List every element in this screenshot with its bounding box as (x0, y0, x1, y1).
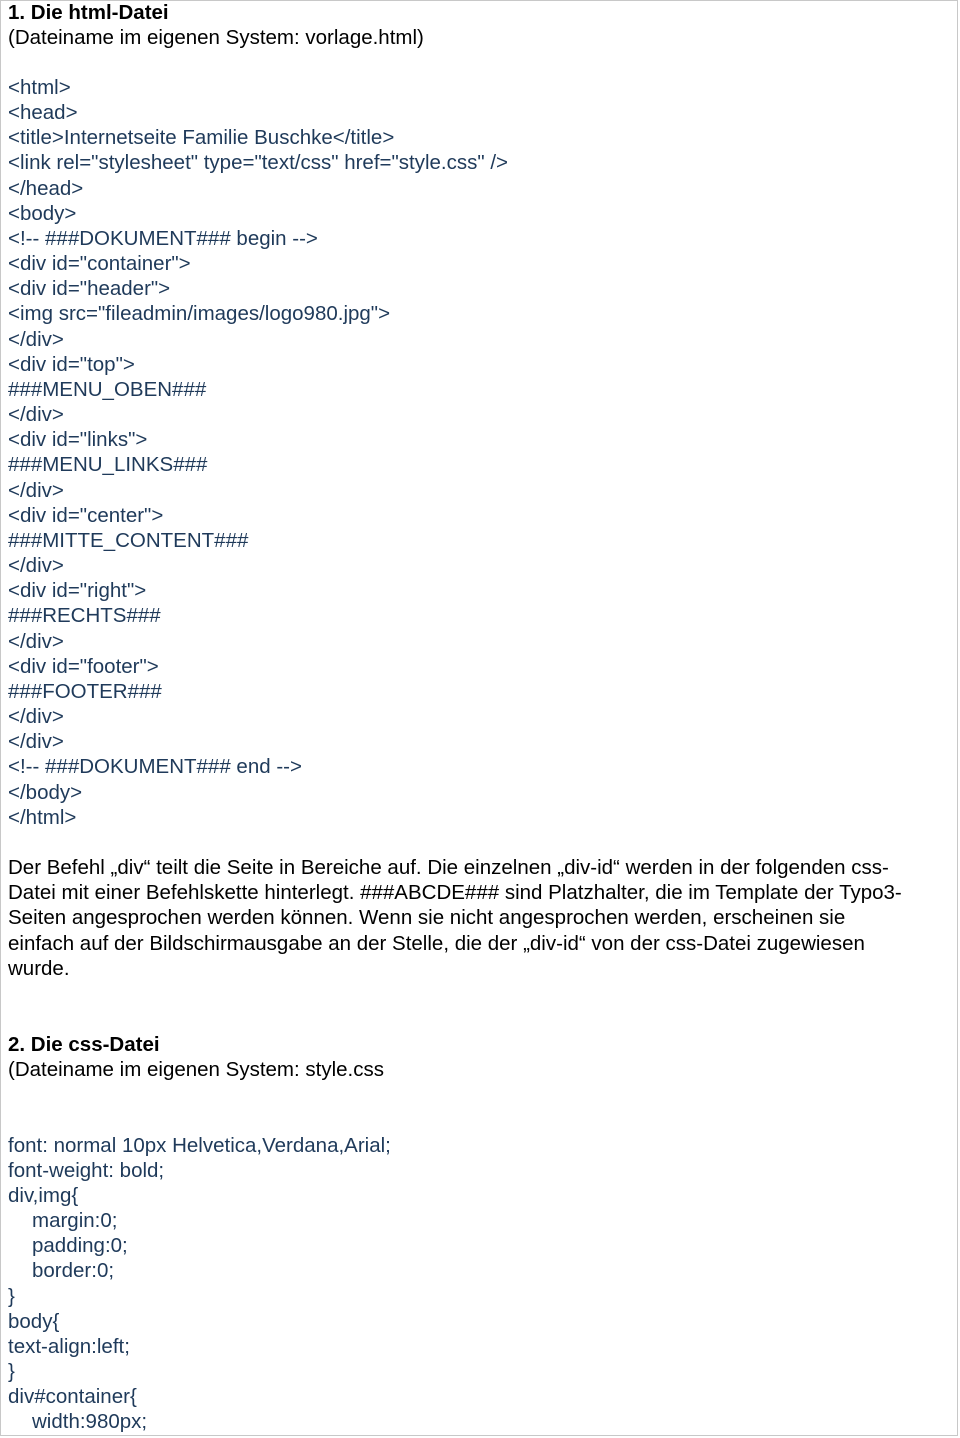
paragraph-line: Datei mit einer Befehlskette hinterlegt. ###ABCDE### sind Platzhalter, die im Template der Typo3- (8, 881, 902, 905)
explanation-paragraph (8, 855, 958, 981)
code-line: <div id="links"> (8, 428, 148, 451)
code-line: ###MENU_LINKS### (8, 453, 208, 476)
code-line: <!-- ###DOKUMENT### end --> (8, 755, 302, 778)
code-line: <title>Internetseite Familie Buschke</title> (8, 126, 395, 149)
code-line: <!-- ###DOKUMENT### begin --> (8, 227, 318, 250)
code-line: ###MENU_OBEN### (8, 378, 207, 401)
code-line: <div id="footer"> (8, 655, 159, 678)
paragraph-line: Der Befehl „div“ teilt die Seite in Bereiche auf. Die einzelnen „div-id“ werden in der folgenden css- (8, 856, 889, 879)
css-line: border:0; (32, 1259, 115, 1282)
css-line: text-align:left; (8, 1335, 130, 1358)
code-line: <html> (8, 76, 71, 99)
code-line: <div id="header"> (8, 277, 171, 300)
section-1-filename: (Dateiname im eigenen System: vorlage.html) (8, 26, 424, 49)
paragraph-line: Seiten angesprochen werden können. Wenn sie nicht angesprochen werden, erscheinen sie (8, 906, 846, 930)
paragraph-line: einfach auf der Bildschirmausgabe an der Stelle, die der „div-id“ von der css-Datei zugewiesen (8, 931, 865, 955)
css-line: padding:0; (32, 1234, 128, 1257)
css-line: div,img{ (8, 1184, 79, 1207)
code-line: ###MITTE_CONTENT### (8, 529, 249, 552)
css-line: font-weight: bold; (8, 1159, 165, 1182)
css-line: font: normal 10px Helvetica,Verdana,Arial; (8, 1134, 391, 1157)
section-1-heading: 1. Die html-Datei (8, 1, 169, 24)
code-line: <div id="right"> (8, 579, 147, 602)
code-line: <link rel="stylesheet" type="text/css" href="style.css" /> (8, 151, 508, 174)
code-line: <div id="center"> (8, 504, 164, 527)
code-line: <body> (8, 202, 77, 225)
code-line: </div> (8, 705, 64, 728)
css-line: } (8, 1360, 15, 1383)
code-line: </html> (8, 806, 77, 829)
code-line: </div> (8, 328, 64, 351)
css-line: div#container{ (8, 1385, 137, 1408)
code-line: <head> (8, 101, 78, 124)
code-line: </div> (8, 403, 64, 426)
code-line: </body> (8, 781, 83, 804)
code-line: ###RECHTS### (8, 604, 161, 627)
code-line: <div id="top"> (8, 353, 135, 376)
css-line: body{ (8, 1310, 60, 1333)
code-line: <img src="fileadmin/images/logo980.jpg"> (8, 302, 391, 325)
css-line: margin:0; (32, 1209, 118, 1232)
code-line: </div> (8, 630, 64, 653)
code-line: <div id="container"> (8, 252, 191, 275)
css-line: } (8, 1285, 15, 1308)
section-2-heading: 2. Die css-Datei (8, 1033, 160, 1056)
code-line: </div> (8, 479, 64, 502)
code-line: </head> (8, 177, 84, 200)
code-line: </div> (8, 730, 64, 753)
section-2-filename: (Dateiname im eigenen System: style.css (8, 1058, 384, 1081)
code-line: ###FOOTER### (8, 680, 162, 703)
paragraph-line: wurde. (8, 956, 70, 980)
css-line: width:980px; (32, 1410, 148, 1433)
code-line: </div> (8, 554, 64, 577)
